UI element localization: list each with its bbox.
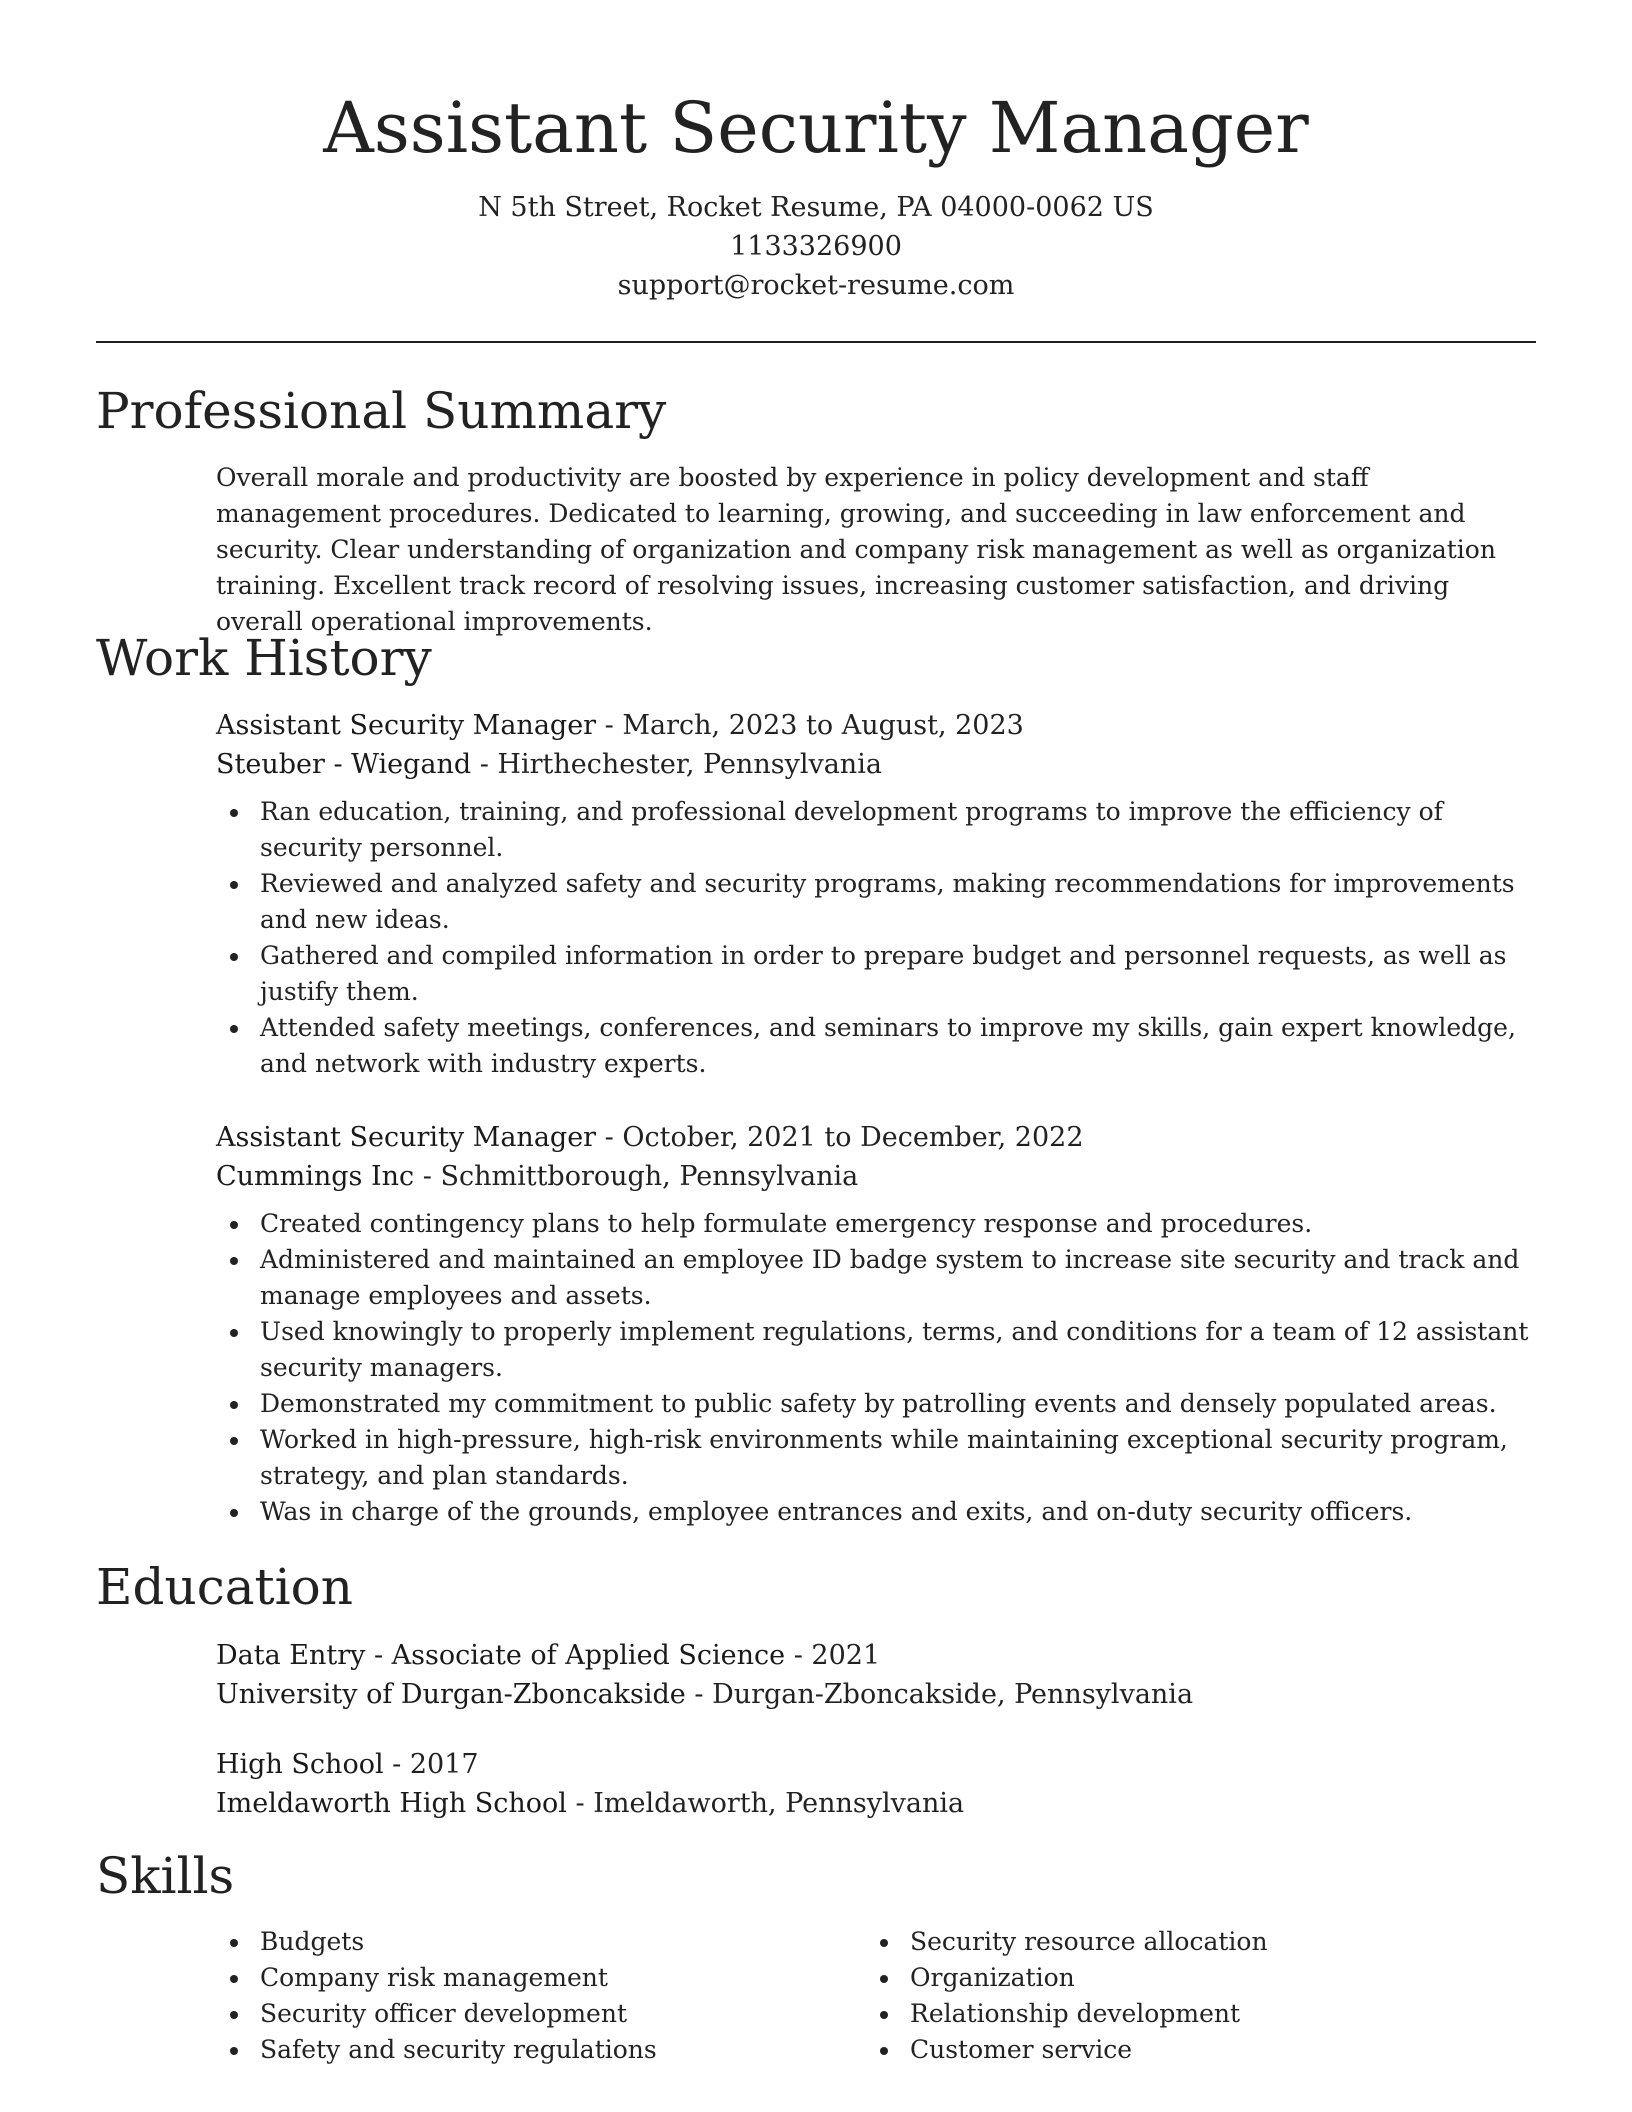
header-divider	[96, 341, 1536, 343]
education-school: University of Durgan-Zboncakside	[216, 1679, 686, 1710]
skills-column-right	[866, 1924, 1516, 2068]
summary-section	[216, 460, 1536, 640]
job-company-line	[216, 1157, 1536, 1196]
skills-list	[216, 1924, 866, 2068]
summary-title: Professional Summary	[96, 382, 667, 440]
address: N 5th Street, Rocket Resume, PA 04000-0062 US	[478, 192, 1154, 223]
skills-list	[866, 1924, 1516, 2068]
job-bullet: Reviewed and analyzed safety and security programs, making recommendations for improvements and new ideas.	[260, 866, 1536, 938]
job-location: - Schmittborough, Pennsylvania	[414, 1161, 859, 1192]
skill-item: Relationship development	[910, 1996, 1516, 2032]
job-entry	[216, 1118, 1536, 1530]
job-bullet: Used knowingly to properly implement regulations, terms, and conditions for a team of 12 assistant security managers.	[260, 1314, 1536, 1386]
skills-column-left	[216, 1924, 866, 2068]
job-bullet: Attended safety meetings, conferences, and seminars to improve my skills, gain expert knowledge, and network with industry experts.	[260, 1010, 1536, 1082]
education-entry	[216, 1745, 1536, 1823]
contact-info	[0, 188, 1632, 305]
job-company: Steuber - Wiegand	[216, 749, 472, 780]
job-bullet: Was in charge of the grounds, employee entrances and exits, and on-duty security officers.	[260, 1494, 1536, 1530]
job-bullet: Created contingency plans to help formulate emergency response and procedures.	[260, 1206, 1536, 1242]
education-degree: Data Entry - Associate of Applied Science	[216, 1640, 786, 1671]
education-school-line	[216, 1675, 1536, 1714]
education-school-line	[216, 1784, 1536, 1823]
job-bullet: Administered and maintained an employee ID badge system to increase site security and track and manage employees and assets.	[260, 1242, 1536, 1314]
education-degree-line	[216, 1636, 1536, 1675]
education-location: - Durgan-Zboncakside, Pennsylvania	[685, 1679, 1194, 1710]
job-entry	[216, 706, 1536, 1082]
job-bullets	[216, 1206, 1536, 1530]
skill-item: Budgets	[260, 1924, 866, 1960]
education-degree: High School	[216, 1749, 384, 1780]
job-bullets	[216, 794, 1536, 1082]
skill-item: Security resource allocation	[910, 1924, 1516, 1960]
phone: 1133326900	[730, 231, 902, 262]
resume-name: Assistant Security Manager	[323, 87, 1309, 169]
job-position: Assistant Security Manager	[216, 1122, 597, 1153]
skill-item: Security officer development	[260, 1996, 866, 2032]
skills-title: Skills	[96, 1847, 235, 1905]
job-bullet: Worked in high-pressure, high-risk environments while maintaining exceptional security program, strategy, and plan standards.	[260, 1422, 1536, 1494]
job-bullet: Demonstrated my commitment to public safety by patrolling events and densely populated areas.	[260, 1386, 1536, 1422]
job-company: Cummings Inc	[216, 1161, 415, 1192]
education-school: Imeldaworth High School	[216, 1788, 567, 1819]
skills-section	[216, 1924, 1536, 2068]
skill-item: Customer service	[910, 2032, 1516, 2068]
job-dates: - March, 2023 to August, 2023	[596, 710, 1024, 741]
education-title: Education	[96, 1558, 353, 1616]
skill-item: Company risk management	[260, 1960, 866, 1996]
email: support@rocket-resume.com	[617, 270, 1015, 301]
skill-item: Safety and security regulations	[260, 2032, 866, 2068]
job-dates: - October, 2021 to December, 2022	[596, 1122, 1084, 1153]
education-year: - 2021	[785, 1640, 881, 1671]
work-history-title: Work History	[96, 629, 432, 687]
job-position: Assistant Security Manager	[216, 710, 597, 741]
job-title-line	[216, 1118, 1536, 1157]
education-degree-line	[216, 1745, 1536, 1784]
summary-text: Overall morale and productivity are boosted by experience in policy development and staff management procedures. Dedicated to learning, growing, and succeeding in law enforcement and security. Clear understanding of organization and company risk management as well as organization training. Excellent track record of resolving issues, increasing customer satisfaction, and driving overall operational improvements.	[216, 463, 1496, 636]
resume-header	[0, 0, 1632, 305]
skill-item: Organization	[910, 1960, 1516, 1996]
job-bullet: Gathered and compiled information in order to prepare budget and personnel requests, as well as justify them.	[260, 938, 1536, 1010]
job-title-line	[216, 706, 1536, 745]
education-location: - Imeldaworth, Pennsylvania	[566, 1788, 965, 1819]
job-company-line	[216, 745, 1536, 784]
job-bullet: Ran education, training, and professional development programs to improve the efficiency of security personnel.	[260, 794, 1536, 866]
skills-columns	[216, 1924, 1536, 2068]
education-year: - 2017	[383, 1749, 479, 1780]
education-entry	[216, 1636, 1536, 1714]
job-location: - Hirthechester, Pennsylvania	[471, 749, 882, 780]
